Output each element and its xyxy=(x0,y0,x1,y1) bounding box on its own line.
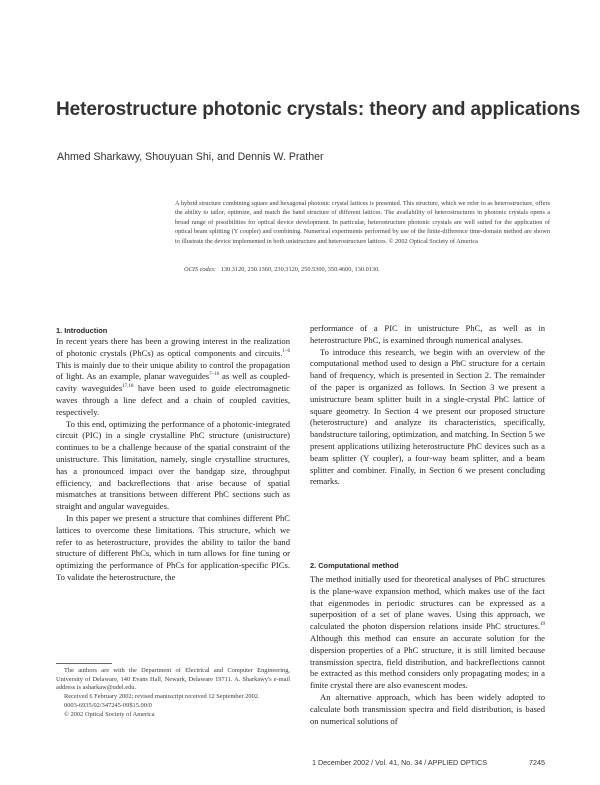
citation: 17,18 xyxy=(122,384,134,390)
left-column xyxy=(56,336,290,584)
article-title: Heterostructure photonic crystals: theory and applications xyxy=(56,99,581,120)
intro-paragraph-4: performance of a PIC in unistructure PhC, as well as in heterostructure PhC, is examined through numerical analyses. xyxy=(310,323,545,345)
ocis-code-list: 130.3120, 230.1360, 230.3120, 250.5300, 350.4600, 130.0130. xyxy=(220,266,380,273)
method-paragraph-2: An alternative approach, which has been widely adopted to calculate both transmission spectra and field distribution, is based on numerical solutions of xyxy=(310,691,545,726)
footnote-received: Received 6 February 2002; revised manuscript received 12 September 2002. xyxy=(64,693,260,701)
page-number: 7245 xyxy=(529,758,545,767)
article-authors: Ahmed Sharkawy, Shouyuan Shi, and Dennis W. Prather xyxy=(57,151,324,163)
ocis-label: OCIS codes: xyxy=(184,266,217,273)
footnote-affiliation: The authors are with the Department of Electrical and Computer Engineering, University of Delaware, 140 Evans Hall, Newark, Delaware 19711. A. Sharkawy's e-mail address is asharkaw@udel.edu. xyxy=(56,667,290,692)
right-column-bottom xyxy=(310,574,545,727)
right-column-top xyxy=(310,323,545,488)
footnote-divider xyxy=(56,663,112,664)
abstract: A hybrid structure combining square and hexagonal photonic crystal lattices is presented. This structure, which we refer to as heterostructure, offers the ability to tailor, optimize, and match the band structure of different lattices. The availability of heterostructures in photonic crystals opens a broad range of possibilities for optical device development. In particular, heterostructure photonic crystals are well suited for the application of optical beam splitting (Y coupler) and combining. Numerical experiments performed by use of the finite-difference time-domain method are shown to illustrate the device implemented in both unistructure and heterostructure lattices. © 2002 Optical Society of America xyxy=(175,200,550,245)
ocis-codes xyxy=(184,266,380,273)
intro-paragraph-1: In recent years there has been a growing interest in the realization of photonic crystals (PhCs) as optical components and circuits.$^{1-6}$ This is mainly due to their unique ability to control the propagation of light. As an example, planar waveguides$^{7-16}$ as well as coupled-cavity waveguides$^{17,18}$ have been used to guide electromagnetic waves through a line defect and a chain of coupled cavities, respectively. xyxy=(56,336,290,417)
intro-paragraph-3: In this paper we present a structure that combines different PhC lattices to overcome these limitations. This structure, which we refer to as heterostructure, provides the ability to tailor the band structure of different PhCs, which in turn allows for fine tuning or optimizing the performance of PhCs for application-specific PICs. To validate the heterostructure, the xyxy=(56,512,290,582)
intro-paragraph-2: To this end, optimizing the performance of a photonic-integrated circuit (PIC) in a single crystalline PhC structure (unistructure) continues to be a challenge because of the spatial constraint of the unistructure. This limitation, namely, single crystalline structures, has a pronounced impact over the bandgap size, throughput efficiency, and backreflections that arise because of spatial mismatches at transitions between different PhC sections such as straight and angular waveguides. xyxy=(56,418,290,512)
citation: 7–16 xyxy=(209,372,220,378)
method-paragraph-1: The method initially used for theoretical analyses of PhC structures is the plane-wave expansion method, which makes use of the fact that eigenmodes in periodic structures can be expressed as a superposition of a set of plane waves. Using this approach, we calculated the photon dispersion relations inside PhC structures.$^{19}$ Although this method can ensure an accurate solution for the dispersion properties of a PhC structure, it is still limited because transmission spectra, field distribution, and backreflections cannot be extracted as this method considers only propagating modes; in a finite crystal there are also evanescent modes. xyxy=(310,574,545,691)
section-heading-introduction: 1. Introduction xyxy=(56,326,108,335)
footnote-copyright: © 2002 Optical Society of America xyxy=(64,710,155,718)
intro-paragraph-5: To introduce this research, we begin with an overview of the computational method used to design a PhC structure for a certain band of frequency, which is presented in Section 2. The remainder of the paper is organized as follows. In Section 3 we present a unistructure beam splitter built in a single-crystal PhC lattice of square geometry. In Section 4 we present our proposed structure (heterostructure) and analyze its characteristics, specifically, bandstructure tailoring, optimization, and matching. In Section 5 we present applications utilizing heterostructure PhC devices such as a beam splitter (Y coupler), a four-way beam splitter, and a beam splitter and combiner. Finally, in Section 6 we present concluding remarks. xyxy=(310,346,545,487)
section-heading-computational-method: 2. Computational method xyxy=(310,561,399,570)
footnote-code: 0003-6935/02/347245-09$15.00/0 xyxy=(64,701,152,709)
citation: 1–6 xyxy=(282,348,290,354)
footnote xyxy=(56,667,290,719)
running-footer xyxy=(312,758,545,767)
journal-citation: 1 December 2002 / Vol. 41, No. 34 / APPLIED OPTICS xyxy=(312,758,487,767)
citation: 19 xyxy=(540,622,545,628)
